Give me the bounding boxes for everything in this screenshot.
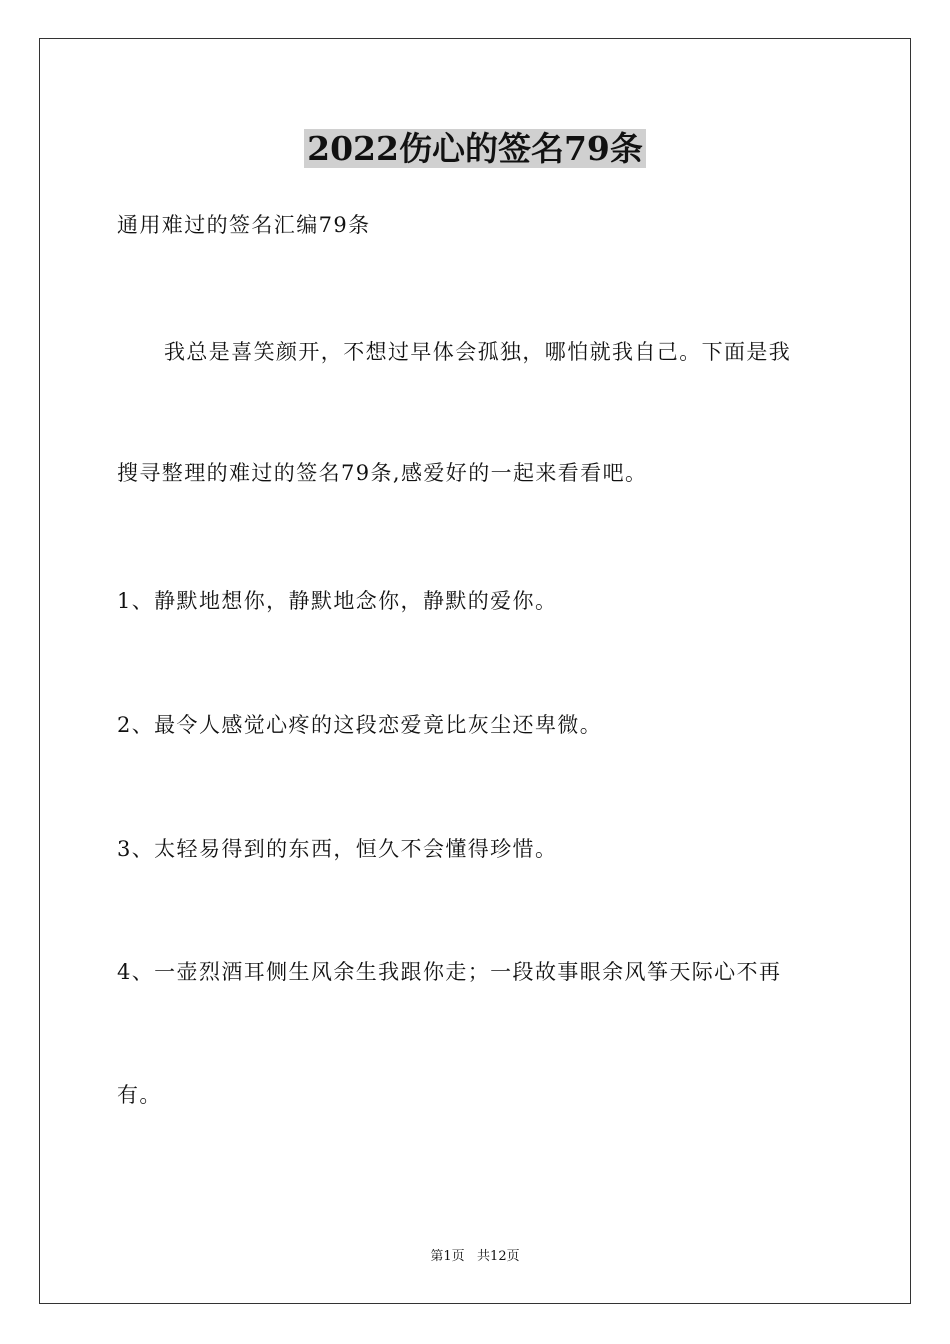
intro-paragraph-line-2: 搜寻整理的难过的签名79条,感爱好的一起来看看吧。 [117, 461, 648, 485]
page-footer: 第1页 共12页 [430, 1249, 520, 1264]
list-item-3: 3、太轻易得到的东西，恒久不会懂得珍惜。 [117, 837, 558, 861]
document-title-text: 2022伤心的签名79条 [304, 129, 646, 168]
intro-paragraph-line-1: 我总是喜笑颜开，不想过早体会孤独，哪怕就我自己。下面是我 [164, 340, 792, 364]
document-title [0, 128, 950, 170]
list-item-2: 2、最令人感觉心疼的这段恋爱竟比灰尘还卑微。 [117, 713, 603, 737]
list-item-4-line-2: 有。 [117, 1083, 162, 1107]
document-subtitle: 通用难过的签名汇编79条 [117, 213, 371, 237]
list-item-1: 1、静默地想你，静默地念你，静默的爱你。 [117, 589, 558, 613]
list-item-4-line-1: 4、一壶烈酒耳侧生风余生我跟你走；一段故事眼余风筝天际心不再 [117, 960, 782, 984]
